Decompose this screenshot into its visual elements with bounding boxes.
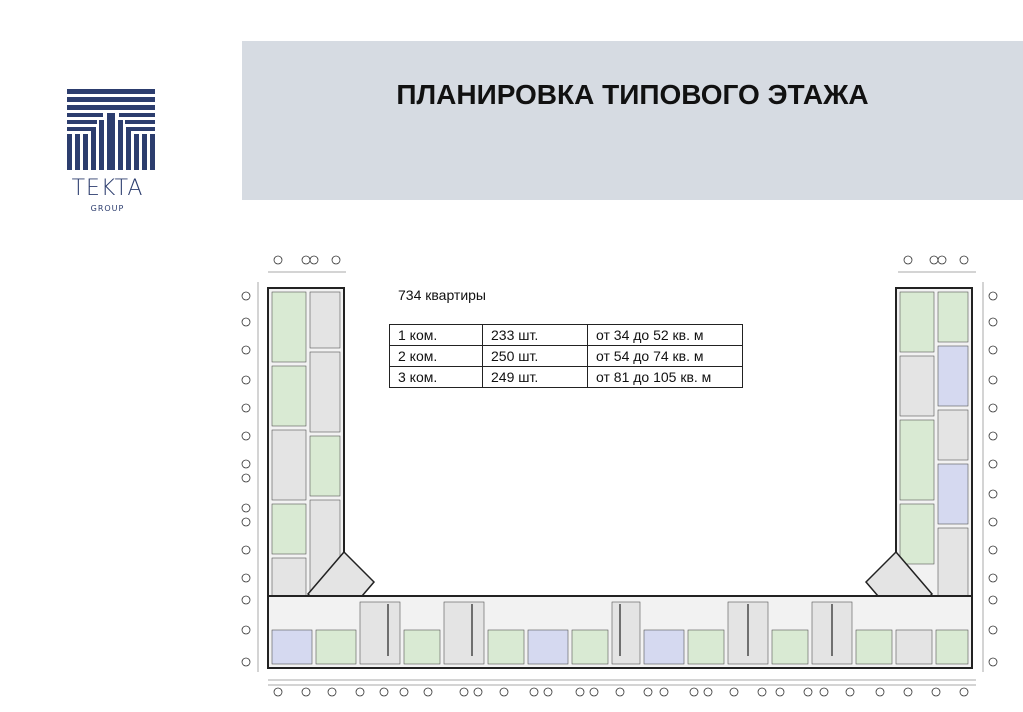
unit-type-cell: 3 ком. [390,367,483,388]
unit-type-cell: 2 ком. [390,346,483,367]
floor-plan-drawing [228,252,1003,707]
unit-type-cell: 1 ком. [390,325,483,346]
floor-plan-image [228,252,1003,712]
apartments-count: 734 квартиры [398,287,486,303]
logo-wordmark: TEKTA [71,176,144,201]
unit-qty-cell: 233 шт. [483,325,588,346]
table-row [390,367,743,388]
logo-subtitle: GROUP [90,204,125,213]
header-banner [242,41,1023,200]
table-row [390,325,743,346]
table-row [390,346,743,367]
logo-mark-icon [50,88,165,176]
page-title: ПЛАНИРОВКА ТИПОВОГО ЭТАЖА [396,79,869,110]
company-logo [50,88,165,218]
unit-area-cell: от 81 до 105 кв. м [588,367,743,388]
unit-types-table [389,324,743,388]
unit-area-cell: от 34 до 52 кв. м [588,325,743,346]
unit-qty-cell: 250 шт. [483,346,588,367]
unit-area-cell: от 54 до 74 кв. м [588,346,743,367]
unit-qty-cell: 249 шт. [483,367,588,388]
